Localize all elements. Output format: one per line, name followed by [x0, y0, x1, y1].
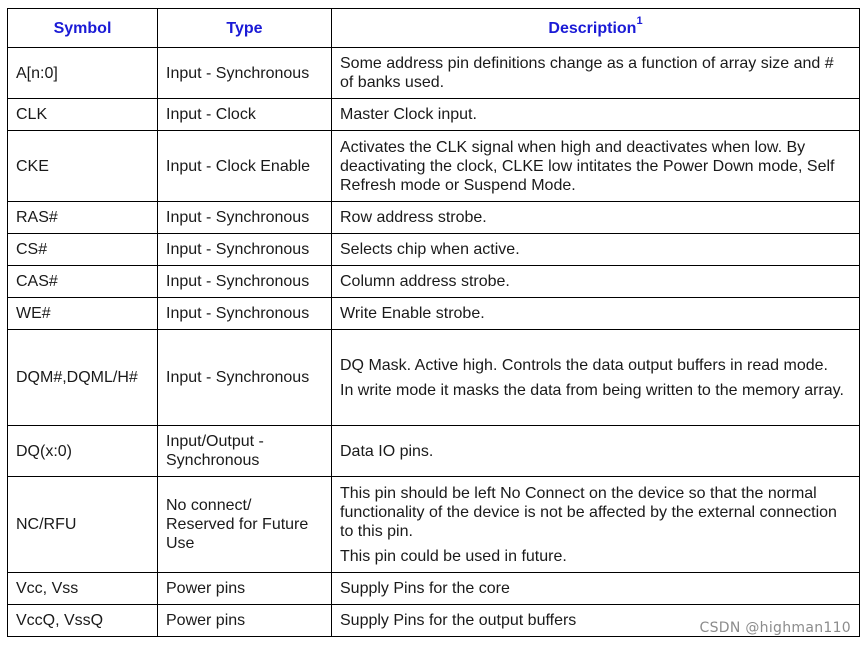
table-row [8, 234, 860, 266]
cell-symbol: CKE [8, 131, 158, 202]
description-text: Row address strobe. [340, 209, 487, 226]
description-text: This pin should be left No Connect on the device so that the normal functionality of the device is not be affected by the external connection to this pin. [340, 484, 837, 540]
cell-description [332, 48, 860, 99]
cell-description [332, 330, 860, 426]
description-text: Some address pin definitions change as a function of array size and # of banks used. [340, 55, 834, 91]
cell-description [332, 99, 860, 131]
cell-symbol: A[n:0] [8, 48, 158, 99]
table-row [8, 330, 860, 426]
header-type: Type [158, 9, 332, 48]
cell-symbol: VccQ, VssQ [8, 605, 158, 637]
description-text: Column address strobe. [340, 273, 510, 290]
description-text: Data IO pins. [340, 442, 434, 460]
description-text: Activates the CLK signal when high and deactivates when low. By deactivating the clock, CLKE low intitates the Power Down mode, Self Refresh mode or Suspend Mode. [340, 138, 835, 194]
cell-type: Input - Synchronous [158, 330, 332, 426]
cell-type: Input/Output - Synchronous [158, 426, 332, 477]
table-row [8, 99, 860, 131]
cell-type: Power pins [158, 605, 332, 637]
description-text: Write Enable strobe. [340, 305, 485, 322]
header-symbol: Symbol [8, 9, 158, 48]
cell-description [332, 131, 860, 202]
description-text: This pin could be used in future. [340, 547, 567, 565]
cell-description [332, 298, 860, 330]
cell-type: Power pins [158, 573, 332, 605]
footnote-marker: 1 [636, 15, 643, 28]
cell-symbol: DQ(x:0) [8, 426, 158, 477]
cell-type: No connect/ Reserved for Future Use [158, 477, 332, 573]
table-row [8, 477, 860, 573]
cell-type: Input - Synchronous [158, 202, 332, 234]
cell-symbol: RAS# [8, 202, 158, 234]
header-description-label: Description [548, 19, 637, 37]
cell-symbol: WE# [8, 298, 158, 330]
cell-description [332, 477, 860, 573]
table-row [8, 131, 860, 202]
cell-symbol: DQM#,DQML/H# [8, 330, 158, 426]
table-row [8, 48, 860, 99]
watermark: CSDN @highman110 [699, 620, 851, 636]
cell-type: Input - Synchronous [158, 48, 332, 99]
cell-description [332, 266, 860, 298]
cell-type: Input - Clock Enable [158, 131, 332, 202]
cell-type: Input - Synchronous [158, 234, 332, 266]
cell-description [332, 426, 860, 477]
cell-symbol: CLK [8, 99, 158, 131]
cell-type: Input - Clock [158, 99, 332, 131]
cell-description [332, 573, 860, 605]
table-row [8, 266, 860, 298]
cell-description [332, 202, 860, 234]
description-text: Master Clock input. [340, 106, 477, 123]
description-text: In write mode it masks the data from being written to the memory array. [340, 381, 844, 399]
pin-description-table [7, 8, 860, 637]
table-row [8, 298, 860, 330]
header-row [8, 9, 860, 48]
cell-symbol: CS# [8, 234, 158, 266]
description-text: Supply Pins for the core [340, 580, 510, 597]
description-text: Supply Pins for the output buffers [340, 612, 577, 629]
description-text: DQ Mask. Active high. Controls the data output buffers in read mode. [340, 356, 828, 374]
description-text: Selects chip when active. [340, 241, 520, 258]
table-row [8, 573, 860, 605]
table-row [8, 426, 860, 477]
header-description [332, 9, 860, 48]
cell-description [332, 234, 860, 266]
cell-type: Input - Synchronous [158, 298, 332, 330]
cell-type: Input - Synchronous [158, 266, 332, 298]
cell-symbol: NC/RFU [8, 477, 158, 573]
cell-symbol: Vcc, Vss [8, 573, 158, 605]
table-row [8, 202, 860, 234]
cell-symbol: CAS# [8, 266, 158, 298]
